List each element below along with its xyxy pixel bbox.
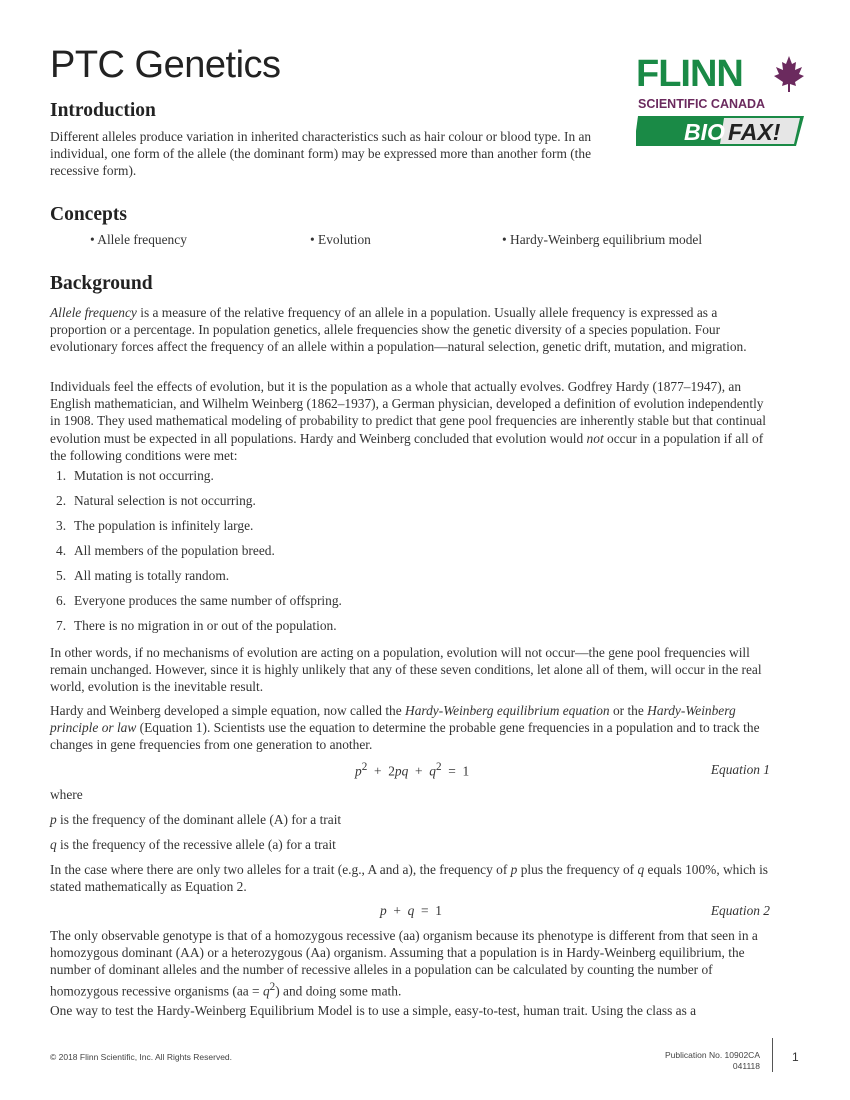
concept-hardy-weinberg: • Hardy-Weinberg equilibrium model: [502, 232, 703, 247]
svg-text:BIO: BIO: [684, 119, 725, 145]
background-paragraph-6: The only observable genotype is that of a homozygous recessive (aa) organism because its phenotype is different from that seen in a homozygous dominant (AA) or a heterozygous (Aa) organism. Assuming that a population is in Hardy-Weinberg equilibrium, the number of dominant alleles and the number of recessive alleles in a population can be calculated by counting the number of homozygous recessive organisms $(aa = q^2)$ and doing some math.: [50, 928, 758, 999]
introduction-text: Different alleles produce variation in inherited characteristics such as hair colour or blood type. In an individual, one form of the allele (the dominant form) may be expressed more than another form (the recessive form).: [50, 129, 592, 179]
introduction-heading: Introduction: [50, 100, 156, 121]
svg-text:FLINN: FLINN: [636, 54, 743, 95]
background-paragraph-1: Allele frequency is a measure of the relative frequency of an allele in a population. Usually allele frequency is expressed as a proportion or a percentage. In population genetics, allele frequencies show the genetic diversity of a species population. Four evolutionary forces affect the frequency of an allele within a population—natural selection, genetic drift, mutation, and migration.: [50, 305, 747, 355]
svg-text:FAX!: FAX!: [728, 119, 781, 145]
concept-allele-frequency: • Allele frequency: [90, 232, 187, 247]
maple-leaf-icon: [774, 56, 804, 92]
p-definition: p is the frequency of the dominant allele (A) for a trait: [50, 812, 342, 827]
background-paragraph-5: In the case where there are only two alleles for a trait (e.g., A and a), the frequency of p plus the frequency of q equals 100%, which is stated mathematically as Equation 2.: [50, 862, 769, 895]
list-item: 4. All members of the population breed.: [56, 543, 275, 558]
footer-divider: [772, 1038, 773, 1072]
copyright-text: © 2018 Flinn Scientific, Inc. All Rights Reserved.: [50, 1052, 233, 1062]
concepts-heading: Concepts: [50, 204, 127, 225]
background-paragraph-2: Individuals feel the effects of evolution, but it is the population as a whole that actually evolves. Godfrey Hardy (1877–1947), an English mathematician, and Wilhelm Weinberg (1862–1937), a German physician, developed a definition of evolution independently in 1908. They used mathematical modeling of probability to predict that gene pool frequencies are inherently stable but that continual evolution must be expected in all populations. Hardy and Weinberg concluded that evolution would not occur in a population if all of the following conditions were met:: [50, 379, 766, 463]
equation-2: p + q = 1: [380, 903, 442, 918]
list-item: 3. The population is infinitely large.: [56, 518, 254, 533]
publication-code: 041118: [732, 1061, 760, 1071]
background-paragraph-4: Hardy and Weinberg developed a simple equation, now called the Hardy-Weinberg equilibrium equation or the Hardy-Weinberg principle or law (Equation 1). Scientists use the equation to determine the probable gene frequencies in a population and to track the changes in gene frequencies from one generation to another.: [50, 703, 760, 753]
list-item: 6. Everyone produces the same number of offspring.: [56, 593, 342, 608]
background-paragraph-3: In other words, if no mechanisms of evolution are acting on a population, evolution will not occur—the gene pool frequencies will remain unchanged. However, since it is highly unlikely that any of these seven conditions, let alone all of them, will occur in the real world, evolution is the inevitable result.: [50, 645, 762, 695]
page-number: 1: [792, 1050, 799, 1064]
background-heading: Background: [50, 273, 153, 294]
list-item: 5. All mating is totally random.: [56, 568, 230, 583]
equation-1: $p^2 + 2pq + q^2 = 1$: [355, 761, 470, 779]
page-title: PTC Genetics: [50, 44, 281, 86]
list-item: 7. There is no migration in or out of the population.: [56, 618, 337, 633]
list-item: 2. Natural selection is not occurring.: [56, 493, 256, 508]
background-paragraph-7: One way to test the Hardy-Weinberg Equilibrium Model is to use a simple, easy-to-test, human trait. Using the class as a: [50, 1003, 697, 1018]
equation-1-label: Equation 1: [710, 762, 770, 777]
list-item: 1. Mutation is not occurring.: [56, 468, 214, 483]
q-definition: q is the frequency of the recessive allele (a) for a trait: [50, 837, 336, 852]
equation-2-label: Equation 2: [710, 903, 770, 918]
where-label: where: [50, 787, 83, 802]
publication-number: Publication No. 10902CA: [665, 1050, 760, 1060]
flinn-scientific-canada-logo: [636, 54, 806, 150]
concept-evolution: • Evolution: [310, 232, 371, 247]
svg-text:SCIENTIFIC CANADA: SCIENTIFIC CANADA: [638, 97, 766, 111]
